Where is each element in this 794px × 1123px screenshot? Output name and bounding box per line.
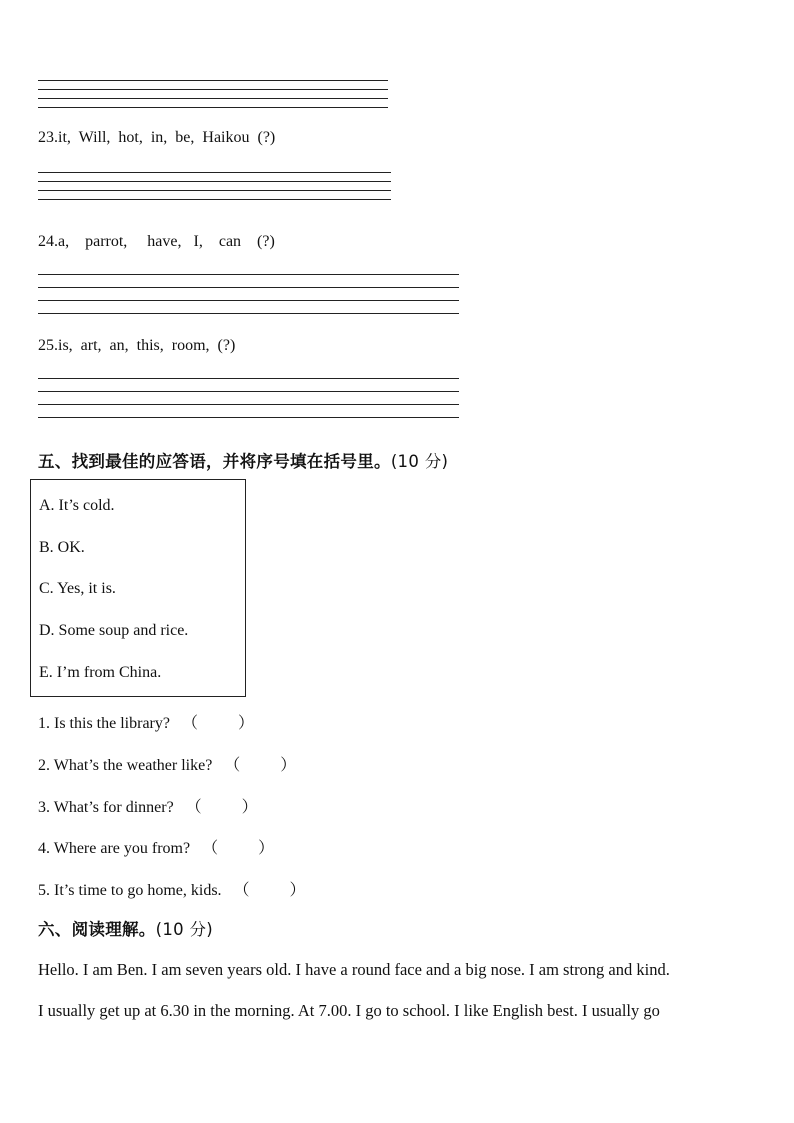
match-question-3: 3. What’s for dinner? （ ） — [38, 799, 258, 816]
section6-heading — [38, 916, 213, 940]
section5-points: (10 分) — [390, 452, 449, 471]
reading-line-1: Hello. I am Ben. I am seven years old. I have a round face and a big nose. I am strong and kind. — [38, 960, 670, 979]
answer-line — [38, 300, 459, 301]
answer-line — [38, 287, 459, 288]
option-a: A. It’s cold. — [39, 497, 115, 514]
match-question-4: 4. Where are you from? （ ） — [38, 840, 275, 857]
answer-line — [38, 98, 388, 99]
answer-line — [38, 199, 391, 200]
section6-points: (10 分) — [155, 920, 214, 939]
option-b: B. OK. — [39, 539, 85, 556]
option-e: E. I’m from China. — [39, 664, 162, 681]
match-question-5: 5. It’s time to go home, kids. （ ） — [38, 882, 306, 899]
options-box — [30, 479, 246, 697]
answer-line — [38, 274, 459, 275]
answer-lines-22 — [38, 80, 388, 108]
answer-lines-24 — [38, 274, 459, 314]
match-question-2: 2. What’s the weather like? （ ） — [38, 757, 297, 774]
question-23: 23.it, Will, hot, in, be, Haikou (?) — [38, 129, 276, 146]
section5-heading — [38, 448, 448, 472]
answer-line — [38, 404, 459, 405]
answer-line — [38, 417, 459, 418]
question-25: 25.is, art, an, this, room, (?) — [38, 337, 236, 354]
answer-lines-23 — [38, 172, 391, 200]
answer-line — [38, 172, 391, 173]
option-d: D. Some soup and rice. — [39, 622, 189, 639]
answer-line — [38, 313, 459, 314]
answer-line — [38, 80, 388, 81]
reading-line-2: I usually get up at 6.30 in the morning. At 7.00. I go to school. I like English best. I usually go — [38, 1001, 660, 1020]
answer-line — [38, 89, 388, 90]
option-c: C. Yes, it is. — [39, 580, 116, 597]
question-24: 24.a, parrot, have, I, can (?) — [38, 233, 275, 250]
answer-line — [38, 391, 459, 392]
answer-line — [38, 181, 391, 182]
answer-line — [38, 190, 391, 191]
section5-title: 五、找到最佳的应答语，并将序号填在括号里。 — [38, 452, 391, 471]
section6-title: 六、阅读理解。 — [38, 920, 156, 939]
answer-line — [38, 378, 459, 379]
answer-line — [38, 107, 388, 108]
match-question-1: 1. Is this the library? （ ） — [38, 715, 254, 732]
answer-lines-25 — [38, 378, 459, 418]
